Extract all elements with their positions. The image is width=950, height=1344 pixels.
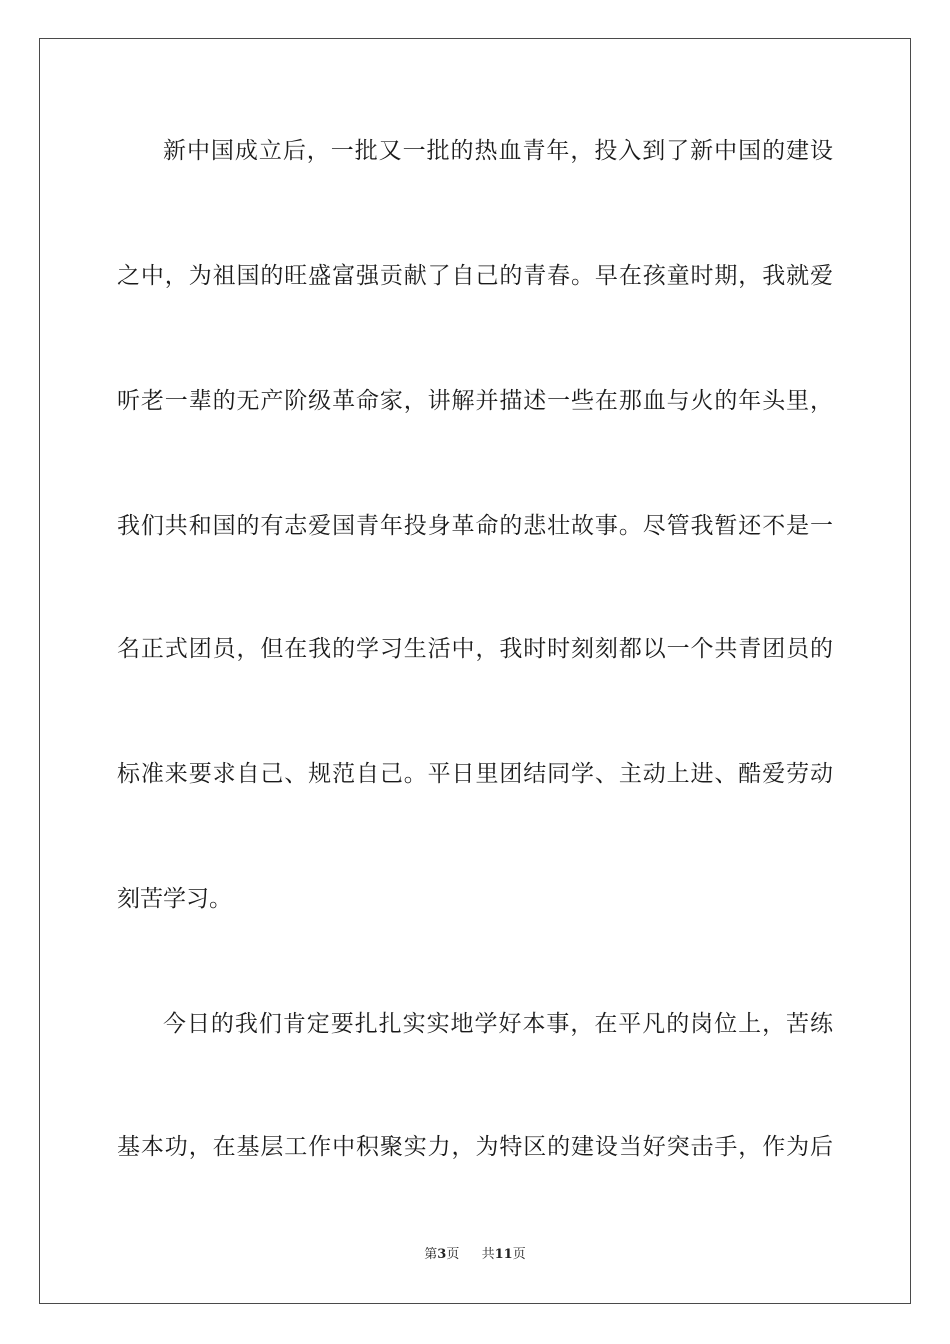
paragraph-1-line-4: 我们共和国的有志爱国青年投身革命的悲壮故事。尽管我暂还不是一	[117, 513, 833, 539]
paragraph-2-line-1: 今日的我们肯定要扎扎实实地学好本事，在平凡的岗位上，苦练	[163, 1011, 833, 1037]
paragraph-1-line-7: 刻苦学习。	[117, 886, 232, 912]
page-total: 11	[494, 1247, 513, 1262]
page-current: 3	[437, 1247, 447, 1262]
paragraph-2-line-2: 基本功，在基层工作中积聚实力，为特区的建设当好突击手，作为后	[117, 1134, 833, 1160]
page-footer	[0, 1246, 950, 1264]
paragraph-1-line-6: 标准来要求自己、规范自己。平日里团结同学、主动上进、酷爱劳动	[117, 761, 833, 787]
page-suffix: 页	[446, 1247, 460, 1262]
total-suffix: 页	[512, 1247, 526, 1262]
page-number-label	[424, 1247, 463, 1262]
page-border	[39, 38, 911, 1304]
paragraph-1-line-1: 新中国成立后，一批又一批的热血青年，投入到了新中国的建设	[163, 138, 833, 164]
paragraph-1-line-2: 之中，为祖国的旺盛富强贡献了自己的青春。早在孩童时期，我就爱	[117, 263, 833, 289]
total-prefix: 共	[481, 1247, 495, 1262]
paragraph-1-line-3: 听老一辈的无产阶级革命家，讲解并描述一些在那血与火的年头里，	[117, 388, 833, 414]
paragraph-1-line-5: 名正式团员，但在我的学习生活中，我时时刻刻都以一个共青团员的	[117, 636, 833, 662]
page-prefix: 第	[424, 1247, 438, 1262]
page-total-label	[482, 1247, 526, 1262]
